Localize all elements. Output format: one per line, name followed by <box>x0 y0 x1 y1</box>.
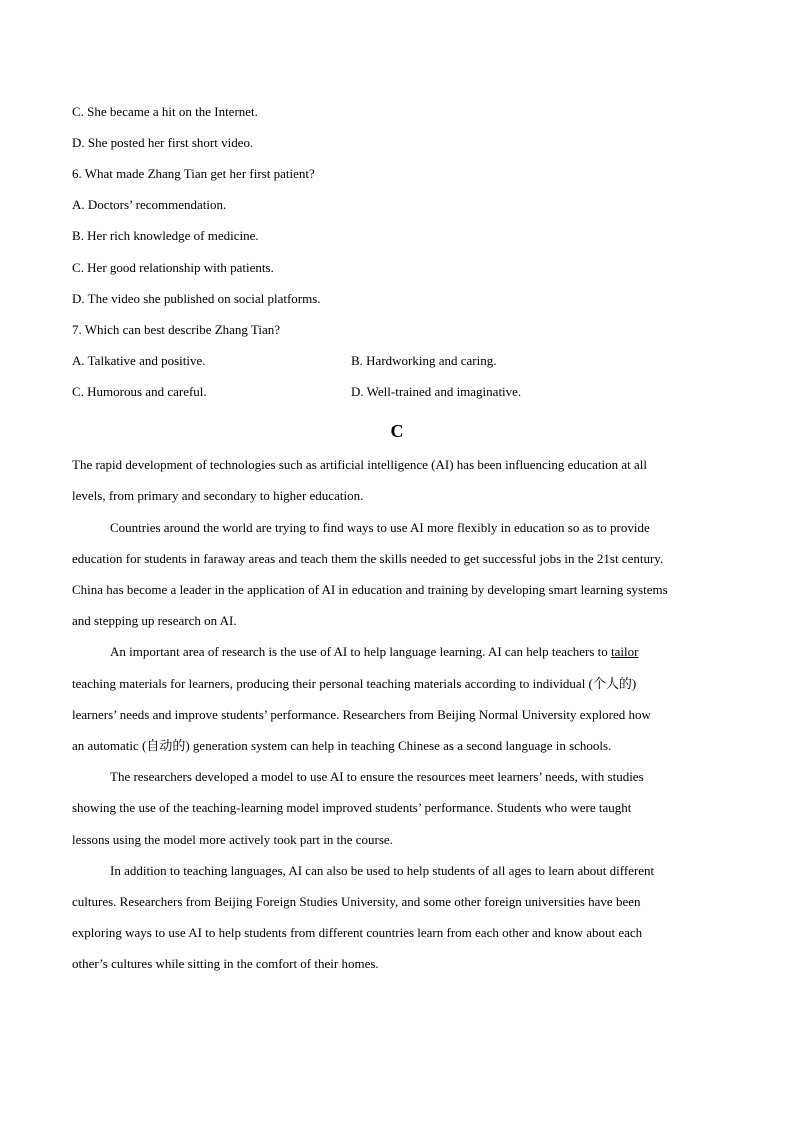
q5-option-d: D. She posted her first short video. <box>72 135 254 150</box>
q7-stem: 7. Which can best describe Zhang Tian? <box>72 322 281 337</box>
q6-option-d: D. The video she published on social platforms. <box>72 291 321 306</box>
passage-line-5: China has become a leader in the application of AI in education and training by developing smart learning systems <box>72 582 668 597</box>
q6-option-a: A. Doctors’ recommendation. <box>72 197 227 212</box>
q6-option-b: B. Her rich knowledge of medicine. <box>72 228 259 243</box>
passage-line-6: and stepping up research on AI. <box>72 613 237 628</box>
passage-line-11: The researchers developed a model to use AI to ensure the resources meet learners’ needs, with studies <box>110 769 644 784</box>
q7-option-a: A. Talkative and positive. <box>72 353 206 368</box>
passage-line-7-text: An important area of research is the use of AI to help language learning. AI can help teachers to <box>110 644 612 659</box>
q6-stem: 6. What made Zhang Tian get her first patient? <box>72 166 315 181</box>
q7-option-b: B. Hardworking and caring. <box>351 353 497 368</box>
passage-line-13: lessons using the model more actively took part in the course. <box>72 832 393 847</box>
passage-line-17: other’s cultures while sitting in the comfort of their homes. <box>72 956 379 971</box>
underlined-word-tailor: tailor <box>611 644 639 659</box>
passage-line-8: teaching materials for learners, producing their personal teaching materials according to individual (个人的) <box>72 676 637 691</box>
passage-line-16: exploring ways to use AI to help students from different countries learn from each other and know about each <box>72 925 643 940</box>
passage-line-7 <box>110 644 638 660</box>
q7-option-c: C. Humorous and careful. <box>72 384 207 399</box>
passage-line-1: The rapid development of technologies such as artificial intelligence (AI) has been influencing education at all <box>72 457 648 472</box>
section-heading: C <box>390 421 404 441</box>
passage-line-15: cultures. Researchers from Beijing Foreign Studies University, and some other foreign universities have been <box>72 894 641 909</box>
q6-option-c: C. Her good relationship with patients. <box>72 260 274 275</box>
q7-option-d: D. Well-trained and imaginative. <box>351 384 522 399</box>
passage-line-2: levels, from primary and secondary to higher education. <box>72 488 364 503</box>
passage-line-10: an automatic (自动的) generation system can help in teaching Chinese as a second language in schools. <box>72 738 612 753</box>
passage-line-12: showing the use of the teaching-learning model improved students’ performance. Students who were taught <box>72 800 632 815</box>
passage-line-9: learners’ needs and improve students’ performance. Researchers from Beijing Normal University explored how <box>72 707 651 722</box>
passage-line-14: In addition to teaching languages, AI can also be used to help students of all ages to learn about different <box>110 863 655 878</box>
passage-line-3: Countries around the world are trying to find ways to use AI more flexibly in education so as to provide <box>110 520 650 535</box>
passage-line-4: education for students in faraway areas and teach them the skills needed to get successful jobs in the 21st century. <box>72 551 664 566</box>
q5-option-c: C. She became a hit on the Internet. <box>72 104 258 119</box>
